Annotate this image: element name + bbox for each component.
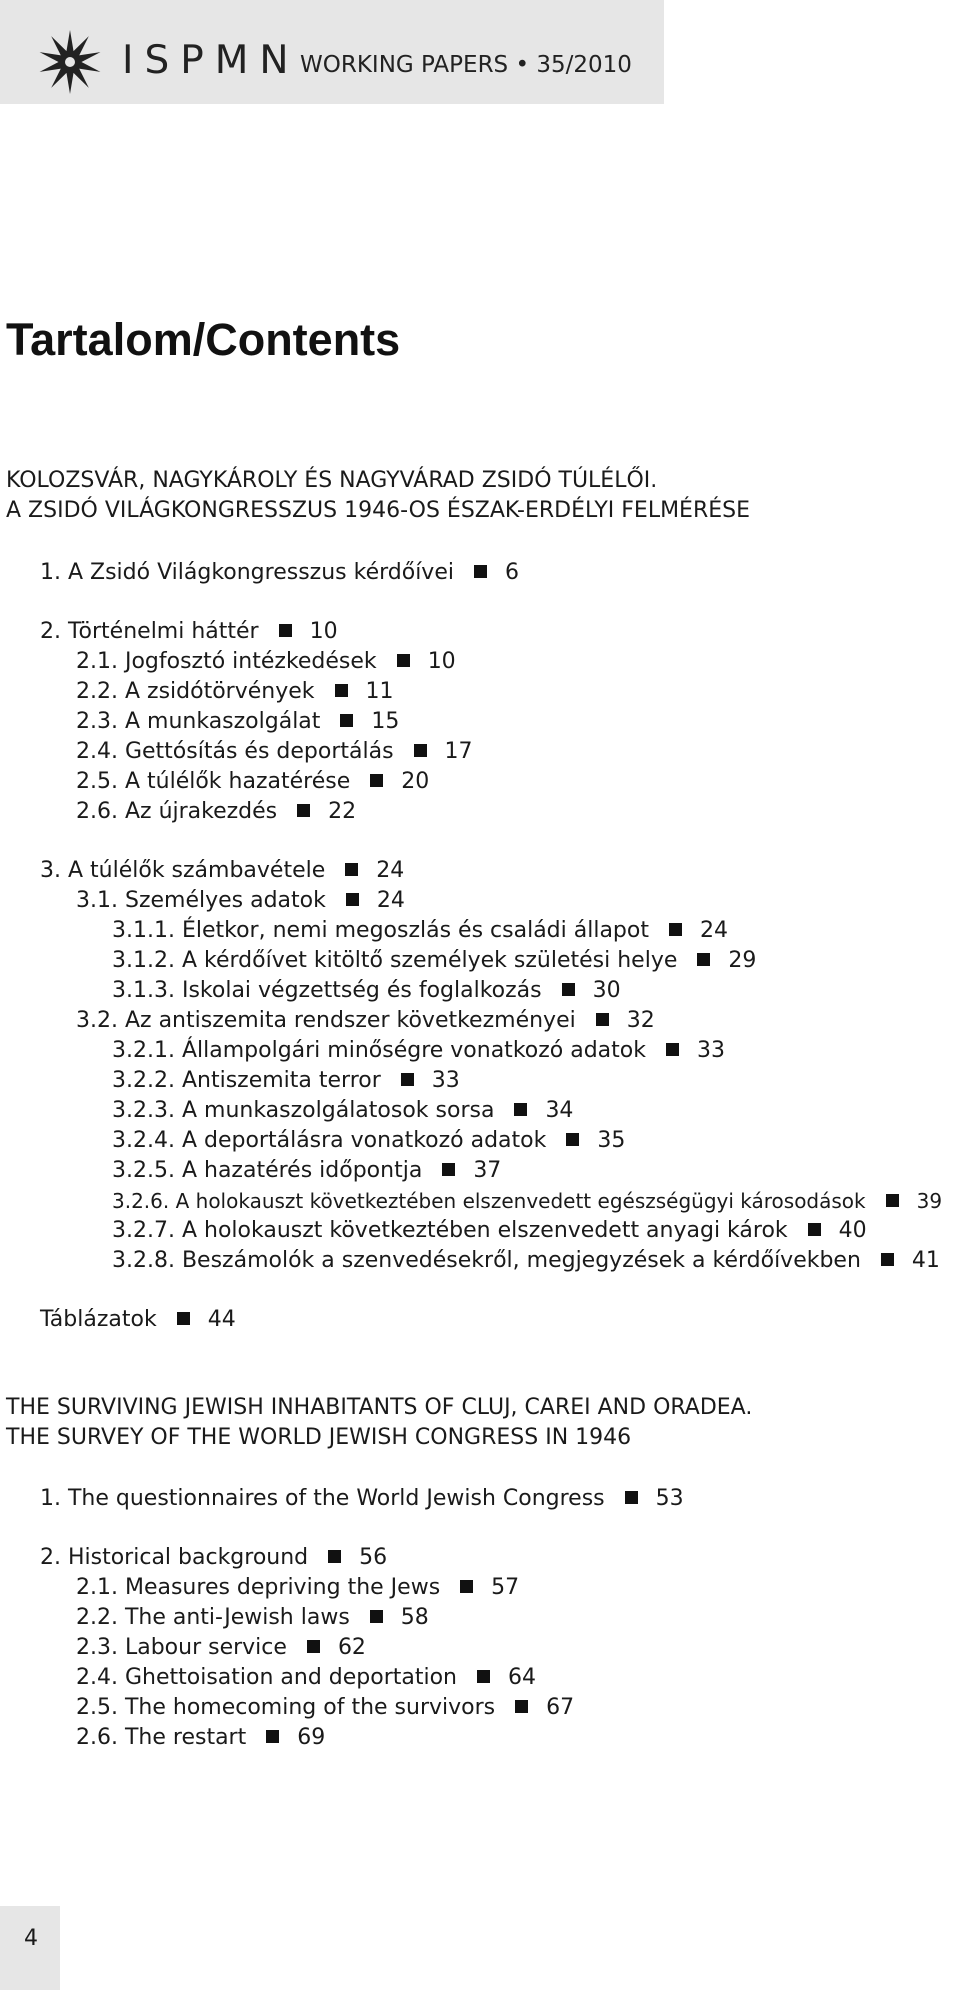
toc-entry[interactable]	[76, 767, 429, 797]
square-bullet-icon	[397, 654, 410, 667]
toc-entry[interactable]	[76, 1633, 366, 1663]
toc-page-number: 6	[504, 560, 519, 585]
toc-entry-label: 3.2.2. Antiszemita terror	[112, 1068, 381, 1093]
square-bullet-icon	[697, 953, 710, 966]
toc-entry[interactable]	[76, 1006, 655, 1036]
toc-entry-label: 2.1. Jogfosztó intézkedések	[76, 649, 377, 674]
toc-entry[interactable]	[76, 647, 456, 677]
toc-page-number: 24	[376, 858, 405, 883]
toc-page-number: 10	[427, 649, 456, 674]
toc-entry-label: 3.1.3. Iskolai végzettség és foglalkozás	[112, 978, 542, 1003]
section-heading-en-line2: THE SURVEY OF THE WORLD JEWISH CONGRESS IN 1946	[6, 1425, 632, 1450]
toc-entry-label: 2.4. Ghettoisation and deportation	[76, 1665, 458, 1690]
square-bullet-icon	[401, 1073, 414, 1086]
toc-page-number: 58	[400, 1605, 429, 1630]
toc-page-number: 29	[728, 948, 757, 973]
toc-page-number: 40	[838, 1218, 867, 1243]
toc-page-number: 33	[696, 1038, 725, 1063]
square-bullet-icon	[297, 804, 310, 817]
toc-page-number: 32	[626, 1008, 655, 1033]
square-bullet-icon	[307, 1640, 320, 1653]
toc-entry[interactable]	[40, 617, 338, 647]
toc-page-number: 37	[473, 1158, 502, 1183]
toc-entry-label: 2.4. Gettósítás és deportálás	[76, 739, 394, 764]
toc-entry-label: 3.2.4. A deportálásra vonatkozó adatok	[112, 1128, 547, 1153]
toc-page-number: 67	[546, 1695, 575, 1720]
toc-page-number: 11	[365, 679, 394, 704]
toc-entry[interactable]	[112, 1036, 725, 1066]
square-bullet-icon	[460, 1580, 473, 1593]
toc-entry[interactable]	[112, 1126, 625, 1156]
toc-entry[interactable]	[112, 1156, 501, 1186]
toc-page-number: 44	[207, 1307, 236, 1332]
toc-entry-label: 2.5. The homecoming of the survivors	[76, 1695, 496, 1720]
section-heading-en-line1: THE SURVIVING JEWISH INHABITANTS OF CLUJ, CAREI AND ORADEA.	[6, 1395, 753, 1420]
toc-page-number: 24	[699, 918, 728, 943]
toc-entry[interactable]	[76, 886, 405, 916]
toc-entry[interactable]	[76, 737, 473, 767]
square-bullet-icon	[669, 923, 682, 936]
toc-entry[interactable]	[40, 1484, 684, 1514]
square-bullet-icon	[666, 1043, 679, 1056]
square-bullet-icon	[328, 1550, 341, 1563]
toc-page-number: 33	[431, 1068, 460, 1093]
toc-page-number: 64	[508, 1665, 537, 1690]
toc-entry-label: 3.1.1. Életkor, nemi megoszlás és családi állapot	[112, 918, 649, 943]
square-bullet-icon	[515, 1700, 528, 1713]
toc-page-number: 20	[401, 769, 430, 794]
toc-entry-label: 2.6. The restart	[76, 1725, 247, 1750]
page-title: Tartalom/Contents	[6, 314, 401, 365]
page-number: 4	[24, 1926, 38, 1951]
toc-entry[interactable]	[112, 1186, 942, 1216]
toc-entry-label: 2.2. The anti-Jewish laws	[76, 1605, 350, 1630]
toc-page-number: 53	[655, 1486, 684, 1511]
toc-page-number: 69	[297, 1725, 326, 1750]
square-bullet-icon	[562, 983, 575, 996]
square-bullet-icon	[345, 863, 358, 876]
toc-page-number: 56	[359, 1545, 388, 1570]
toc-page-number: 24	[376, 888, 405, 913]
toc-entry[interactable]	[112, 976, 621, 1006]
toc-page-number: 17	[444, 739, 473, 764]
toc-entry[interactable]	[76, 1573, 519, 1603]
toc-entry-label: 2.2. A zsidótörvények	[76, 679, 315, 704]
square-bullet-icon	[177, 1312, 190, 1325]
square-bullet-icon	[340, 714, 353, 727]
toc-page-number: 39	[916, 1189, 943, 1213]
toc-entry-label: 2.6. Az újrakezdés	[76, 799, 278, 824]
square-bullet-icon	[596, 1013, 609, 1026]
section-heading-hu-line1: KOLOZSVÁR, NAGYKÁROLY ÉS NAGYVÁRAD ZSIDÓ TÚLÉLŐI.	[6, 468, 658, 493]
toc-entry-label: 2.5. A túlélők hazatérése	[76, 769, 351, 794]
toc-entry-label: 3. A túlélők számbavétele	[40, 858, 326, 883]
toc-entry[interactable]	[76, 1693, 574, 1723]
toc-entry-label: 3.2.8. Beszámolók a szenvedésekről, megjegyzések a kérdőívekben	[112, 1248, 861, 1273]
square-bullet-icon	[442, 1163, 455, 1176]
section-heading-hu-line2: A ZSIDÓ VILÁGKONGRESSZUS 1946-OS ÉSZAK-ERDÉLYI FELMÉRÉSE	[6, 498, 751, 523]
toc-entry[interactable]	[112, 1216, 867, 1246]
toc-entry[interactable]	[112, 1096, 573, 1126]
toc-entry-label: 2. Történelmi háttér	[40, 619, 259, 644]
square-bullet-icon	[370, 1610, 383, 1623]
square-bullet-icon	[886, 1194, 899, 1207]
toc-entry-label: 3.2.3. A munkaszolgálatosok sorsa	[112, 1098, 495, 1123]
toc-page-number: 35	[597, 1128, 626, 1153]
toc-entry[interactable]	[40, 856, 404, 886]
toc-entry[interactable]	[112, 1066, 460, 1096]
square-bullet-icon	[566, 1133, 579, 1146]
toc-page-number: 62	[337, 1635, 366, 1660]
toc-entry-label: 1. The questionnaires of the World Jewish Congress	[40, 1486, 605, 1511]
toc-page-number: 30	[592, 978, 621, 1003]
toc-entry-label: 3.2.7. A holokauszt következtében elszenvedett anyagi károk	[112, 1218, 788, 1243]
square-bullet-icon	[335, 684, 348, 697]
toc-page-number: 41	[911, 1248, 940, 1273]
square-bullet-icon	[514, 1103, 527, 1116]
toc-entry-label: 3.2.6. A holokauszt következtében elszenvedett egészségügyi károsodások	[112, 1189, 866, 1213]
square-bullet-icon	[881, 1253, 894, 1266]
toc-entry-label: 2.1. Measures depriving the Jews	[76, 1575, 441, 1600]
toc-entry[interactable]	[112, 1246, 940, 1276]
toc-entry-label: 3.1.2. A kérdőívet kitöltő személyek születési helye	[112, 948, 678, 973]
toc-entry[interactable]	[112, 946, 756, 976]
toc-page-number: 57	[491, 1575, 520, 1600]
toc-entry[interactable]	[76, 1603, 429, 1633]
square-bullet-icon	[474, 565, 487, 578]
toc-entry[interactable]	[40, 558, 519, 588]
toc-entry[interactable]	[40, 1543, 387, 1573]
toc-entry-label: 3.1. Személyes adatok	[76, 888, 326, 913]
toc-entry[interactable]	[76, 1663, 536, 1693]
square-bullet-icon	[625, 1491, 638, 1504]
square-bullet-icon	[266, 1730, 279, 1743]
square-bullet-icon	[414, 744, 427, 757]
toc-page-number: 15	[371, 709, 400, 734]
toc-entry[interactable]	[76, 1723, 325, 1753]
toc-entry[interactable]	[76, 707, 399, 737]
toc-entry-label: 3.2. Az antiszemita rendszer következményei	[76, 1008, 576, 1033]
toc-entry-label: 2. Historical background	[40, 1545, 309, 1570]
toc-page-number: 34	[545, 1098, 574, 1123]
toc-entry-label: 3.2.5. A hazatérés időpontja	[112, 1158, 423, 1183]
toc-entry[interactable]	[112, 916, 728, 946]
square-bullet-icon	[808, 1223, 821, 1236]
square-bullet-icon	[370, 774, 383, 787]
toc-entry-label: 2.3. A munkaszolgálat	[76, 709, 321, 734]
toc-entry[interactable]	[40, 1305, 236, 1335]
square-bullet-icon	[346, 893, 359, 906]
toc-entry-label: 1. A Zsidó Világkongresszus kérdőívei	[40, 560, 454, 585]
toc-entry-label: 3.2.1. Állampolgári minőségre vonatkozó adatok	[112, 1038, 646, 1063]
toc-entry-label: Táblázatok	[40, 1307, 157, 1332]
square-bullet-icon	[279, 624, 292, 637]
logo-wordmark: ISPMN	[122, 38, 300, 83]
series-label: WORKING PAPERS • 35/2010	[300, 52, 632, 78]
square-bullet-icon	[477, 1670, 490, 1683]
toc-page-number: 10	[309, 619, 338, 644]
toc-entry[interactable]	[76, 677, 394, 707]
toc-entry-label: 2.3. Labour service	[76, 1635, 287, 1660]
toc-page-number: 22	[328, 799, 357, 824]
toc-entry[interactable]	[76, 797, 356, 827]
